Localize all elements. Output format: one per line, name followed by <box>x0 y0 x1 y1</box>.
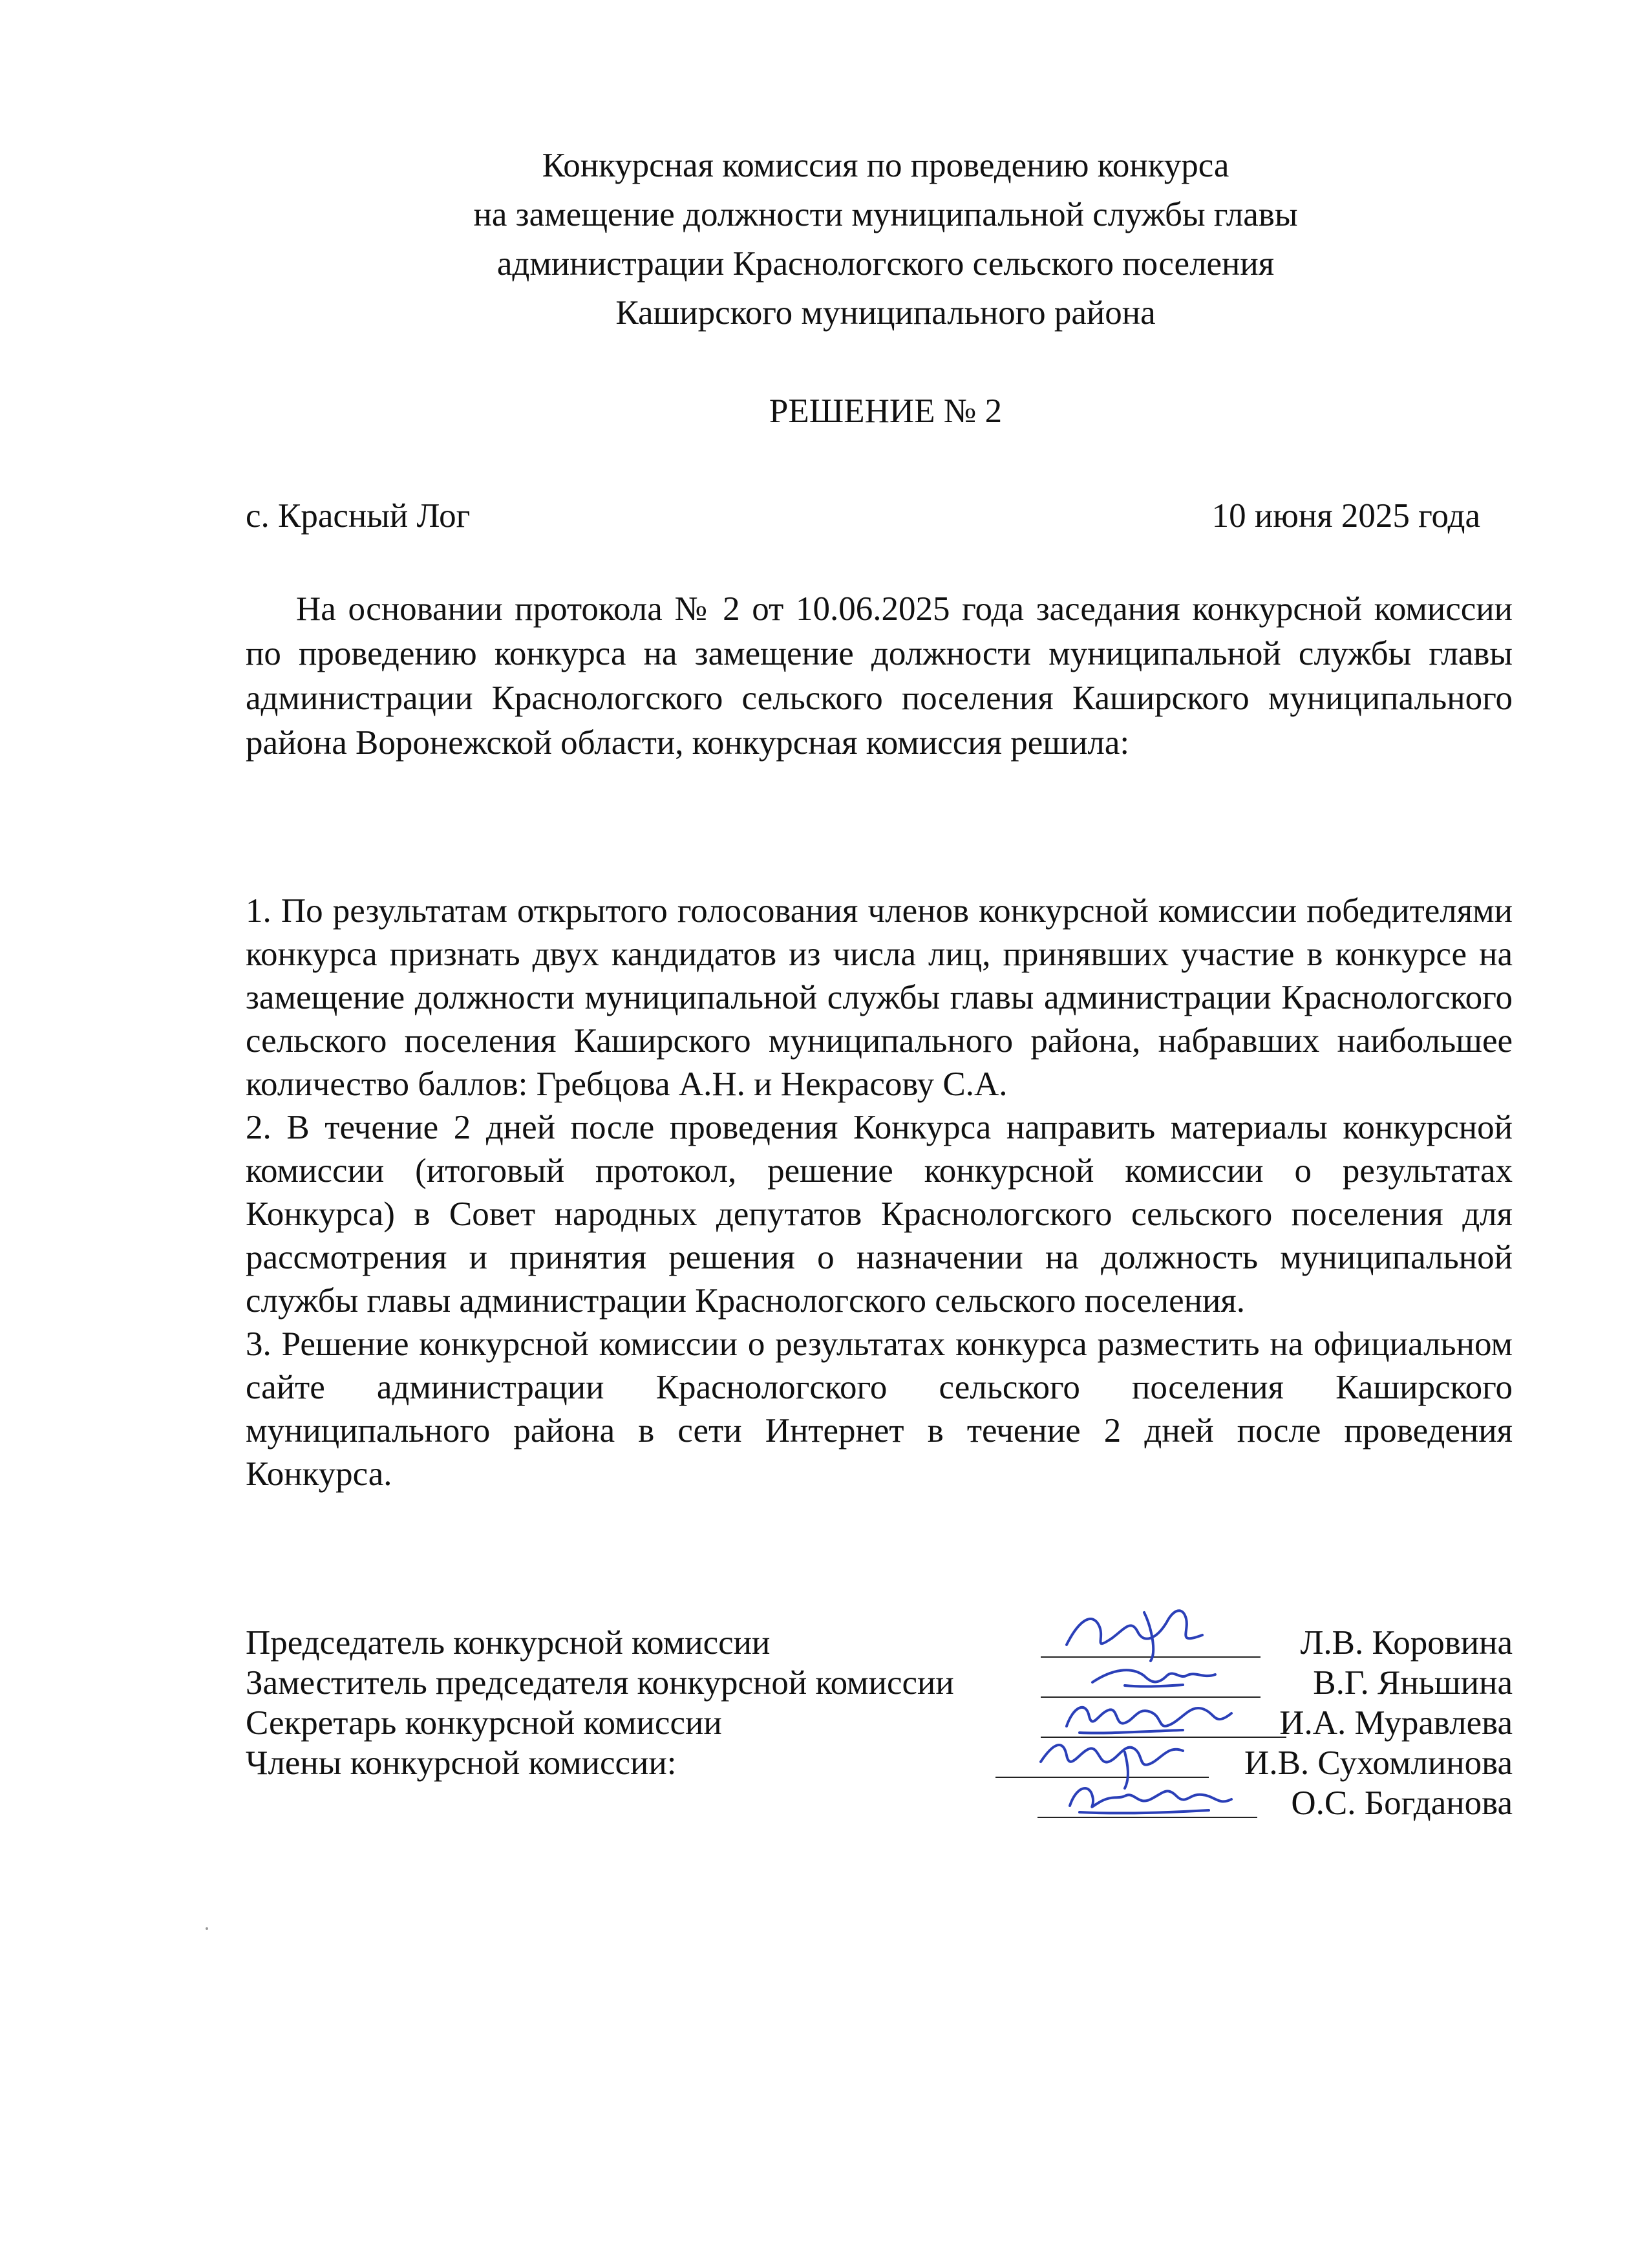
decision-items <box>246 890 1513 1496</box>
signature-row <box>246 1783 1513 1823</box>
decision-item: 2. В течение 2 дней после проведения Конкурса направить материалы конкурсной комиссии (итоговый протокол, решение конкурсной комиссии о результатах Конкурса) в Совет народных депутатов Краснологского сельского поселения для рассмотрения и принятия решения о назначении на должность муниципальной службы главы администрации Краснологского сельского поселения. <box>246 1109 1513 1320</box>
signature-row <box>246 1703 1513 1743</box>
signatory-name: В.Г. Яньшина <box>1313 1664 1513 1702</box>
signature-row <box>246 1743 1513 1783</box>
signature-block <box>246 1623 1513 1823</box>
document-title: РЕШЕНИЕ № 2 <box>769 392 1003 430</box>
scan-speck <box>206 1927 208 1930</box>
header-line-3: администрации Краснологского сельского поселения <box>496 245 1275 283</box>
signatory-name: И.А. Муравлева <box>1279 1704 1513 1742</box>
document-date: 10 июня 2025 года <box>1211 497 1480 535</box>
signature-image <box>1054 1599 1235 1664</box>
signatory-name: О.С. Богданова <box>1291 1784 1513 1822</box>
header-line-2: на замещение должности муниципальной службы главы <box>473 196 1298 233</box>
signature-image <box>1060 1770 1241 1828</box>
header-line-4: Каширского муниципального района <box>615 294 1156 332</box>
signature-row <box>246 1663 1513 1703</box>
intro-paragraph: На основании протокола № 2 от 10.06.2025 года заседания конкурсной комиссии по проведению конкурса на замещение должности муниципальной службы главы администрации Краснологского сельского поселения Каширского муниципального района Воронежской области, конкурсная комиссия решила: <box>246 590 1513 762</box>
signatory-name: Л.В. Коровина <box>1300 1624 1513 1662</box>
signatory-name: И.В. Сухомлинова <box>1244 1744 1513 1782</box>
document-place: с. Красный Лог <box>246 497 471 535</box>
signature-row <box>246 1623 1513 1663</box>
signatory-role: Заместитель председателя конкурсной комиссии <box>246 1664 954 1702</box>
header-line-1: Конкурсная комиссия по проведению конкурса <box>542 147 1229 184</box>
decision-item: 1. По результатам открытого голосования членов конкурсной комиссии победителями конкурса признать двух кандидатов из числа лиц, принявших участие в конкурсе на замещение должности муниципальной службы главы администрации Краснологского сельского поселения Каширского муниципального района, набравших наибольшее количество баллов: Гребцова А.Н. и Некрасову С.А. <box>246 892 1513 1103</box>
signatory-role: Члены конкурсной комиссии: <box>246 1744 677 1782</box>
signatory-role: Председатель конкурсной комиссии <box>246 1624 771 1662</box>
signatory-role: Секретарь конкурсной комиссии <box>246 1704 722 1742</box>
document-header <box>246 141 1526 337</box>
decision-item: 3. Решение конкурсной комиссии о результатах конкурса разместить на официальном сайте администрации Краснологского сельского поселения Каширского муниципального района в сети Интернет в течение 2 дней после проведения Конкурса. <box>246 1325 1513 1493</box>
